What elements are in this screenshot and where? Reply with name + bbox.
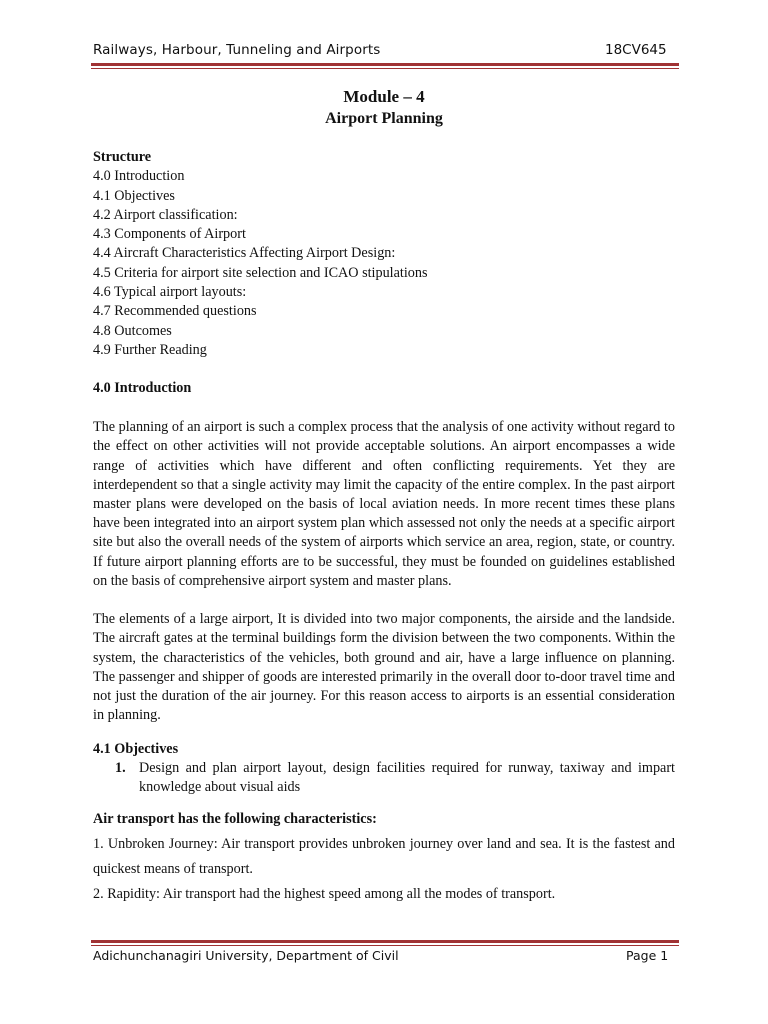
- footer-page-number: Page 1: [626, 948, 669, 963]
- module-title: Module – 4: [343, 87, 425, 106]
- toc-item: 4.1 Objectives: [93, 187, 175, 204]
- introduction-paragraph: The elements of a large airport, It is divided into two major components, the airside and the landside. The aircraft gates at the terminal buildings form the division between the two components. Within the system, the characteristics of the vehicles, both ground and air, have a large influence on planning. The passenger and shipper of goods are interested primarily in the overall door to-door travel time and not just the duration of the air journey. For this reason access to airports is an essential consideration in planning.: [93, 611, 675, 724]
- toc-item: 4.3 Components of Airport: [93, 226, 246, 243]
- toc-item: 4.0 Introduction: [93, 168, 185, 185]
- objectives-heading: 4.1 Objectives: [93, 741, 179, 758]
- structure-section: [93, 148, 675, 360]
- page-content: [93, 148, 675, 907]
- toc-item: 4.6 Typical airport layouts:: [93, 284, 247, 301]
- footer-rule: [91, 940, 679, 946]
- characteristic-item: 2. Rapidity: Air transport had the highest speed among all the modes of transport.: [93, 886, 556, 903]
- toc-item: 4.2 Airport classification:: [93, 206, 238, 223]
- characteristic-item: 1. Unbroken Journey: Air transport provides unbroken journey over land and sea. It is the fastest and quickest means of transport.: [93, 836, 675, 878]
- toc-item: 4.8 Outcomes: [93, 322, 172, 339]
- footer-institution: Adichunchanagiri University, Department of Civil: [93, 948, 399, 963]
- objective-number: 1.: [115, 760, 126, 777]
- toc-item: 4.4 Aircraft Characteristics Affecting Airport Design:: [93, 245, 396, 262]
- structure-heading: Structure: [93, 149, 152, 165]
- introduction-heading: 4.0 Introduction: [93, 380, 192, 397]
- toc-item: 4.5 Criteria for airport site selection and ICAO stipulations: [93, 264, 428, 281]
- objective-item: [93, 759, 675, 797]
- toc-item: 4.7 Recommended questions: [93, 303, 257, 320]
- objective-text: Design and plan airport layout, design facilities required for runway, taxiway and impart knowledge about visual aids: [139, 760, 675, 796]
- header-course-title: Railways, Harbour, Tunneling and Airports: [93, 42, 381, 58]
- introduction-paragraph: The planning of an airport is such a complex process that the analysis of one activity without regard to the effect on other activities will not provide acceptable solutions. An airport encompasses a wide range of activities which have different and often conflicting requirements. Yet they are interdependent so that a single activity may limit the capacity of the entire complex. In the past airport master plans were developed on the basis of local aviation needs. In more recent times these plans have been integrated into an airport system plan which assessed not only the needs at a specific airport site but also the overall needs of the system of airports which service an area, region, state, or country. If future airport planning efforts are to be successful, they must be founded on guidelines established on the basis of comprehensive airport system and master plans.: [93, 419, 675, 589]
- header-rule: [91, 63, 679, 69]
- header-course-code: 18CV645: [605, 42, 667, 58]
- toc-item: 4.9 Further Reading: [93, 341, 207, 358]
- module-subtitle: Airport Planning: [325, 110, 443, 127]
- characteristics-heading: Air transport has the following characteristics:: [93, 811, 377, 828]
